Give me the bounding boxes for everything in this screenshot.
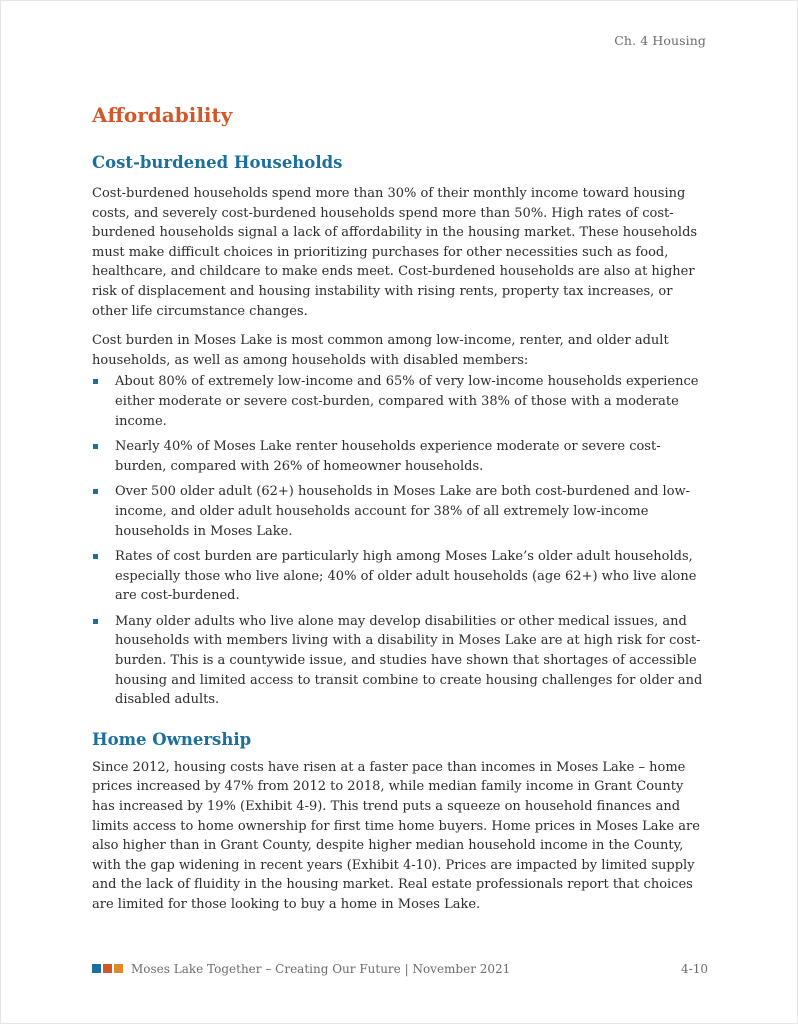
bullet-item [92,482,708,541]
bullet-item [92,372,708,431]
running-header: Ch. 4 Housing [614,33,706,48]
bullet-text: Over 500 older adult (62+) households in Moses Lake are both cost-burdened and low-income, and older adult households account for 38% of all extremely low-income households in Moses Lake. [115,484,691,539]
footer-logo-squares [92,964,123,973]
square-bullet-icon [93,619,98,624]
cost-burden-bullet-list [92,372,708,710]
bullet-item [92,547,708,606]
cost-burdened-paragraph-2: Cost burden in Moses Lake is most common among low-income, renter, and older adult households, as well as among households with disabled members: [92,333,669,368]
page-number: 4-10 [681,962,708,976]
page-footer [92,962,708,978]
bullet-text: Many older adults who live alone may develop disabilities or other medical issues, and households with members living with a disability in Moses Lake are at high risk for cost-burden. This is a countywide issue, and studies have shown that shortages of accessible housing and limited access to transit combine to create housing challenges for older and disabled adults. [115,613,703,708]
square-bullet-icon [93,379,98,384]
cost-burdened-paragraph-1: Cost-burdened households spend more than 30% of their monthly income toward housing costs, and severely cost-burdened households spend more than 50%. High rates of cost-burdened households signal a lack of affordability in the housing market. These households must make difficult choices in prioritizing purchases for other necessities such as food, healthcare, and childcare to make ends meet. Cost-burdened households are also at higher risk of displacement and housing instability with rising rents, property tax increases, or other life circumstance changes. [92,186,698,319]
bullet-text: Rates of cost burden are particularly high among Moses Lake’s older adult households, especially those who live alone; 40% of older adult households (age 62+) who live alone are cost-burdened. [115,549,697,604]
home-ownership-paragraph: Since 2012, housing costs have risen at a faster pace than incomes in Moses Lake – home prices increased by 47% from 2012 to 2018, while median family income in Grant County has increased by 19% (Exhibit 4-9). This trend puts a squeeze on household finances and limits access to home ownership for first time home buyers. Home prices in Moses Lake are also higher than in Grant County, despite higher median household income in the County, with the gap widening in recent years (Exhibit 4-10). Prices are impacted by limited supply and the lack of fluidity in the housing market. Real estate professionals report that choices are limited for those looking to buy a home in Moses Lake. [92,759,700,912]
square-bullet-icon [93,489,98,494]
footer-square-amber-icon [114,964,123,973]
home-ownership-heading: Home Ownership [92,729,252,749]
section-title: Affordability [92,103,233,127]
footer-square-blue-icon [92,964,101,973]
footer-square-orange-icon [103,964,112,973]
bullet-text: About 80% of extremely low-income and 65% of very low-income households experience either moderate or severe cost-burden, compared with 38% of those with a moderate income. [115,374,699,429]
bullet-item [92,612,708,710]
cost-burdened-heading: Cost-burdened Households [92,153,343,172]
footer-text: Moses Lake Together – Creating Our Future | November 2021 [131,962,511,976]
bullet-item [92,437,708,476]
page-content [92,101,708,925]
square-bullet-icon [93,444,98,449]
bullet-text: Nearly 40% of Moses Lake renter households experience moderate or severe cost-burden, compared with 26% of homeowner households. [115,439,661,474]
square-bullet-icon [93,554,98,559]
